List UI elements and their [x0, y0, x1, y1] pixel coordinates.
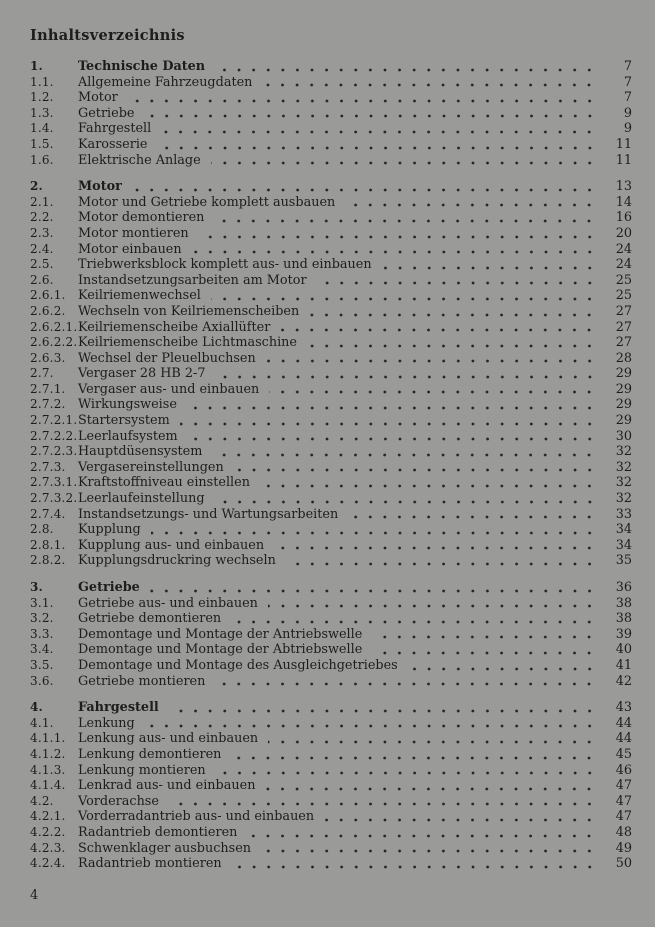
toc-entry-number: 2.7.2. — [30, 397, 66, 412]
toc-entry-title: Keilriemenscheibe Lichtmaschine — [78, 335, 297, 351]
toc-row — [30, 747, 632, 763]
toc-entry-page: 34 — [615, 522, 632, 538]
dot-leader — [348, 515, 602, 519]
toc-section — [30, 700, 632, 872]
toc-entry-title: Getriebe montieren — [78, 673, 206, 689]
dot-leader — [169, 709, 602, 713]
toc-entry-title: Wechsel der Pleuelbuchsen — [78, 350, 256, 366]
toc-entry-number: 1.2. — [30, 90, 54, 105]
toc-entry-title: Fahrgestell — [78, 700, 159, 716]
toc-section — [30, 580, 632, 689]
toc-row — [30, 366, 632, 382]
toc-entry-page: 47 — [615, 778, 632, 794]
dot-leader — [266, 359, 602, 363]
toc-entry-page: 7 — [623, 90, 632, 106]
toc-row — [30, 460, 632, 476]
toc-entry-number: 4.2.4. — [30, 856, 66, 871]
toc-entry-page: 32 — [615, 491, 632, 507]
dot-leader — [372, 635, 602, 639]
toc-entry-title: Vorderradantrieb aus- und einbauen — [78, 809, 315, 825]
toc-row — [30, 75, 632, 91]
toc-entry-page: 38 — [615, 595, 632, 611]
toc-row — [30, 179, 632, 195]
toc-row — [30, 642, 632, 658]
dot-leader — [187, 406, 602, 410]
toc-entry-title: Motor — [78, 179, 122, 195]
toc-entry-title: Demontage und Montage des Ausgleichgetriebes — [78, 657, 398, 673]
toc-entry-title: Startersystem — [78, 413, 170, 429]
dot-leader — [232, 865, 602, 869]
toc-entry-title: Demontage und Montage der Antriebswelle — [78, 626, 363, 642]
dot-leader — [317, 281, 602, 285]
toc-entry-page: 47 — [615, 809, 632, 825]
toc-entry-number: 4. — [30, 700, 43, 715]
toc-row — [30, 538, 632, 554]
toc-entry-title: Keilriemenwechsel — [78, 288, 201, 304]
toc-entry-number: 2.8.1. — [30, 537, 66, 552]
toc-section — [30, 59, 632, 168]
toc-entry-title: Getriebe demontieren — [78, 611, 222, 627]
dot-leader — [215, 500, 602, 504]
toc-entry-number: 4.2.2. — [30, 824, 66, 839]
toc-entry-number: 2.6.2.2. — [30, 335, 78, 350]
toc-row — [30, 809, 632, 825]
toc-entry-page: 32 — [615, 444, 632, 460]
toc-row — [30, 596, 632, 612]
toc-entry-number: 2.6.1. — [30, 288, 66, 303]
toc-entry-page: 27 — [615, 319, 632, 335]
toc-entry-number: 3.2. — [30, 611, 54, 626]
dot-leader — [269, 390, 602, 394]
dot-leader — [211, 297, 602, 301]
toc-entry-number: 2.7.3.1. — [30, 475, 78, 490]
dot-leader — [180, 422, 602, 426]
toc-entry-page: 30 — [615, 428, 632, 444]
toc-entry-title: Vergasereinstellungen — [78, 459, 224, 475]
dot-leader — [169, 802, 602, 806]
toc-entry-page: 9 — [623, 121, 632, 137]
dot-leader — [216, 771, 602, 775]
toc-row — [30, 522, 632, 538]
toc-entry-page: 27 — [615, 303, 632, 319]
dot-leader — [261, 849, 602, 853]
dot-leader — [345, 203, 602, 207]
toc-row — [30, 242, 632, 258]
toc-entry-number: 4.1.1. — [30, 731, 66, 746]
toc-entry-title: Lenkrad aus- und einbauen — [78, 778, 256, 794]
toc-entry-title: Wechseln von Keilriemenscheiben — [78, 303, 300, 319]
toc-entry-page: 29 — [615, 366, 632, 382]
dot-leader — [382, 266, 602, 270]
toc-row — [30, 273, 632, 289]
toc-entry-title: Getriebe aus- und einbauen — [78, 595, 258, 611]
dot-leader — [231, 756, 602, 760]
toc-row — [30, 825, 632, 841]
toc-entry-title: Karosserie — [78, 136, 148, 152]
toc-entry-page: 25 — [615, 288, 632, 304]
toc-row — [30, 794, 632, 810]
dot-leader — [231, 620, 602, 624]
toc-entry-page: 41 — [615, 657, 632, 673]
toc-entry-title: Lenkung — [78, 715, 135, 731]
dot-leader — [262, 83, 602, 87]
toc-row — [30, 195, 632, 211]
toc-entry-title: Elektrische Anlage — [78, 152, 201, 168]
toc-entry-title: Fahrgestell — [78, 121, 152, 137]
toc-entry-title: Radantrieb demontieren — [78, 824, 238, 840]
toc-entry-title: Kupplung aus- und einbauen — [78, 537, 265, 553]
dot-leader — [214, 219, 602, 223]
toc-entry-page: 29 — [615, 397, 632, 413]
toc-entry-page: 40 — [615, 642, 632, 658]
toc-entry-title: Triebwerksblock komplett aus- und einbauen — [78, 257, 372, 273]
toc-row — [30, 288, 632, 304]
toc-row — [30, 90, 632, 106]
toc-entry-title: Technische Daten — [78, 59, 206, 74]
toc-entry-title: Motor — [78, 90, 118, 106]
toc — [30, 59, 632, 872]
toc-row — [30, 491, 632, 507]
toc-entry-page: 35 — [615, 553, 632, 569]
toc-entry-page: 28 — [615, 350, 632, 366]
toc-row — [30, 841, 632, 857]
toc-entry-page: 29 — [615, 381, 632, 397]
toc-entry-title: Leerlaufeinstellung — [78, 491, 205, 507]
toc-entry-number: 4.1.4. — [30, 778, 66, 793]
toc-entry-page: 50 — [615, 856, 632, 872]
dot-leader — [274, 546, 602, 550]
toc-row — [30, 553, 632, 569]
toc-row — [30, 153, 632, 169]
toc-entry-number: 3. — [30, 580, 43, 594]
toc-entry-number: 2.7.1. — [30, 381, 66, 396]
dot-leader — [265, 787, 602, 791]
toc-entry-number: 2.7.2.1. — [30, 413, 78, 428]
dot-leader — [324, 818, 602, 822]
toc-row — [30, 382, 632, 398]
toc-entry-number: 2.7.2.3. — [30, 444, 78, 459]
toc-row — [30, 429, 632, 445]
toc-entry-page: 38 — [615, 611, 632, 627]
toc-row — [30, 226, 632, 242]
toc-entry-page: 24 — [615, 257, 632, 273]
toc-entry-page: 49 — [615, 840, 632, 856]
dot-leader — [215, 68, 602, 72]
toc-entry-title: Wirkungsweise — [78, 397, 177, 413]
dot-leader — [247, 834, 602, 838]
toc-entry-page: 16 — [615, 210, 632, 226]
toc-entry-page: 11 — [615, 152, 632, 168]
toc-entry-title: Vergaser 28 HB 2-7 — [78, 366, 206, 382]
toc-entry-number: 2. — [30, 179, 43, 194]
toc-row — [30, 444, 632, 460]
toc-entry-title: Motor montieren — [78, 225, 189, 241]
toc-entry-page: 46 — [615, 762, 632, 778]
dot-leader — [211, 161, 602, 165]
dot-leader — [280, 328, 602, 332]
dot-leader — [286, 562, 602, 566]
toc-entry-title: Schwenklager ausbuchsen — [78, 840, 252, 856]
toc-entry-page: 32 — [615, 475, 632, 491]
toc-entry-title: Kupplung — [78, 522, 141, 538]
toc-row — [30, 763, 632, 779]
toc-entry-number: 2.7.4. — [30, 506, 66, 521]
toc-row — [30, 658, 632, 674]
toc-entry-number: 2.4. — [30, 241, 54, 256]
toc-entry-page: 32 — [615, 459, 632, 475]
toc-entry-number: 1.4. — [30, 121, 54, 136]
toc-entry-page: 34 — [615, 537, 632, 553]
dot-leader — [188, 437, 602, 441]
toc-entry-number: 4.2. — [30, 793, 54, 808]
toc-entry-number: 3.5. — [30, 657, 54, 672]
toc-row — [30, 475, 632, 491]
toc-entry-title: Motor und Getriebe komplett ausbauen — [78, 194, 336, 210]
toc-entry-number: 2.1. — [30, 194, 54, 209]
dot-leader — [372, 651, 602, 655]
toc-section — [30, 179, 632, 569]
toc-entry-number: 2.7.3.2. — [30, 491, 78, 506]
toc-entry-number: 4.1. — [30, 715, 54, 730]
toc-row — [30, 121, 632, 137]
toc-row — [30, 580, 632, 596]
dot-leader — [161, 130, 602, 134]
toc-entry-number: 4.1.2. — [30, 746, 66, 761]
toc-entry-number: 1.5. — [30, 136, 54, 151]
toc-entry-title: Lenkung montieren — [78, 762, 206, 778]
dot-leader — [215, 682, 602, 686]
toc-entry-page: 20 — [615, 225, 632, 241]
toc-entry-page: 29 — [615, 413, 632, 429]
toc-entry-number: 2.7.3. — [30, 459, 66, 474]
toc-entry-number: 2.6.3. — [30, 350, 66, 365]
dot-leader — [309, 313, 602, 317]
toc-row — [30, 106, 632, 122]
toc-row — [30, 320, 632, 336]
toc-entry-page: 43 — [615, 700, 632, 716]
toc-entry-page: 9 — [623, 105, 632, 121]
toc-entry-number: 2.5. — [30, 257, 54, 272]
dot-leader — [128, 99, 602, 103]
toc-entry-title: Keilriemenscheibe Axiallüfter — [78, 319, 271, 335]
toc-row — [30, 304, 632, 320]
toc-entry-title: Motor demontieren — [78, 210, 205, 226]
dot-leader — [158, 146, 602, 150]
toc-entry-page: 44 — [615, 715, 632, 731]
toc-row — [30, 627, 632, 643]
toc-entry-number: 2.3. — [30, 225, 54, 240]
toc-entry-title: Vorderachse — [78, 793, 159, 809]
toc-entry-number: 2.6.2.1. — [30, 319, 78, 334]
toc-row — [30, 137, 632, 153]
page-title: Inhaltsverzeichnis — [30, 27, 185, 44]
toc-row — [30, 257, 632, 273]
toc-entry-page: 44 — [615, 731, 632, 747]
toc-entry-number: 1. — [30, 59, 43, 73]
toc-entry-number: 1.1. — [30, 74, 54, 89]
toc-row — [30, 716, 632, 732]
toc-entry-title: Allgemeine Fahrzeugdaten — [78, 74, 253, 90]
toc-row — [30, 674, 632, 690]
dot-leader — [408, 667, 602, 671]
toc-entry-page: 42 — [615, 673, 632, 689]
toc-entry-title: Lenkung demontieren — [78, 746, 222, 762]
toc-entry-number: 2.8.2. — [30, 553, 66, 568]
toc-row — [30, 335, 632, 351]
toc-entry-page: 11 — [615, 136, 632, 152]
dot-leader — [268, 740, 602, 744]
toc-entry-title: Leerlaufsystem — [78, 428, 178, 444]
toc-entry-title: Vergaser aus- und einbauen — [78, 381, 260, 397]
dot-leader — [307, 344, 602, 348]
toc-row — [30, 210, 632, 226]
toc-entry-page: 24 — [615, 241, 632, 257]
toc-row — [30, 59, 632, 75]
toc-entry-number: 2.6. — [30, 272, 54, 287]
toc-row — [30, 778, 632, 794]
toc-entry-page: 33 — [615, 506, 632, 522]
dot-leader — [199, 235, 602, 239]
footer-page-number: 4 — [30, 888, 39, 903]
toc-row — [30, 351, 632, 367]
toc-entry-number: 2.6.2. — [30, 303, 66, 318]
toc-entry-number: 3.4. — [30, 642, 54, 657]
toc-entry-number: 2.8. — [30, 522, 54, 537]
toc-entry-number: 3.6. — [30, 673, 54, 688]
toc-entry-number: 3.3. — [30, 626, 54, 641]
dot-leader — [145, 724, 602, 728]
dot-leader — [192, 250, 602, 254]
toc-entry-page: 14 — [615, 194, 632, 210]
toc-entry-page: 7 — [623, 59, 632, 74]
toc-entry-number: 4.1.3. — [30, 762, 66, 777]
toc-row — [30, 413, 632, 429]
toc-entry-page: 7 — [623, 74, 632, 90]
dot-leader — [132, 188, 602, 192]
dot-leader — [234, 468, 602, 472]
toc-entry-number: 2.7.2.2. — [30, 428, 78, 443]
toc-entry-number: 3.1. — [30, 595, 54, 610]
toc-entry-title: Getriebe — [78, 105, 135, 121]
dot-leader — [212, 453, 602, 457]
toc-entry-page: 39 — [615, 626, 632, 642]
toc-entry-page: 13 — [615, 179, 632, 195]
toc-entry-number: 2.2. — [30, 210, 54, 225]
toc-entry-page: 25 — [615, 272, 632, 288]
toc-entry-title: Instandsetzungs- und Wartungsarbeiten — [78, 506, 339, 522]
toc-entry-title: Demontage und Montage der Abtriebswelle — [78, 642, 363, 658]
toc-entry-number: 1.3. — [30, 105, 54, 120]
dot-leader — [150, 589, 602, 593]
toc-row — [30, 856, 632, 872]
toc-entry-number: 1.6. — [30, 152, 54, 167]
toc-row — [30, 397, 632, 413]
toc-entry-title: Motor einbauen — [78, 241, 182, 257]
toc-row — [30, 611, 632, 627]
toc-entry-title: Kupplungsdruckring wechseln — [78, 553, 276, 569]
toc-entry-number: 4.2.3. — [30, 840, 66, 855]
toc-row — [30, 731, 632, 747]
toc-entry-page: 27 — [615, 335, 632, 351]
toc-entry-number: 2.7. — [30, 366, 54, 381]
dot-leader — [260, 484, 602, 488]
toc-entry-title: Lenkung aus- und einbauen — [78, 731, 259, 747]
dot-leader — [151, 531, 602, 535]
toc-entry-page: 48 — [615, 824, 632, 840]
toc-entry-number: 4.2.1. — [30, 809, 66, 824]
toc-entry-page: 36 — [615, 580, 632, 595]
toc-entry-page: 45 — [615, 746, 632, 762]
toc-entry-title: Hauptdüsensystem — [78, 444, 203, 460]
toc-entry-title: Instandsetzungsarbeiten am Motor — [78, 272, 307, 288]
dot-leader — [268, 604, 602, 608]
toc-entry-title: Kraftstoffniveau einstellen — [78, 475, 250, 491]
toc-row — [30, 507, 632, 523]
toc-row — [30, 700, 632, 716]
toc-entry-title: Getriebe — [78, 580, 140, 595]
toc-entry-title: Radantrieb montieren — [78, 856, 222, 872]
toc-entry-page: 47 — [615, 793, 632, 809]
dot-leader — [145, 114, 603, 118]
dot-leader — [216, 375, 603, 379]
